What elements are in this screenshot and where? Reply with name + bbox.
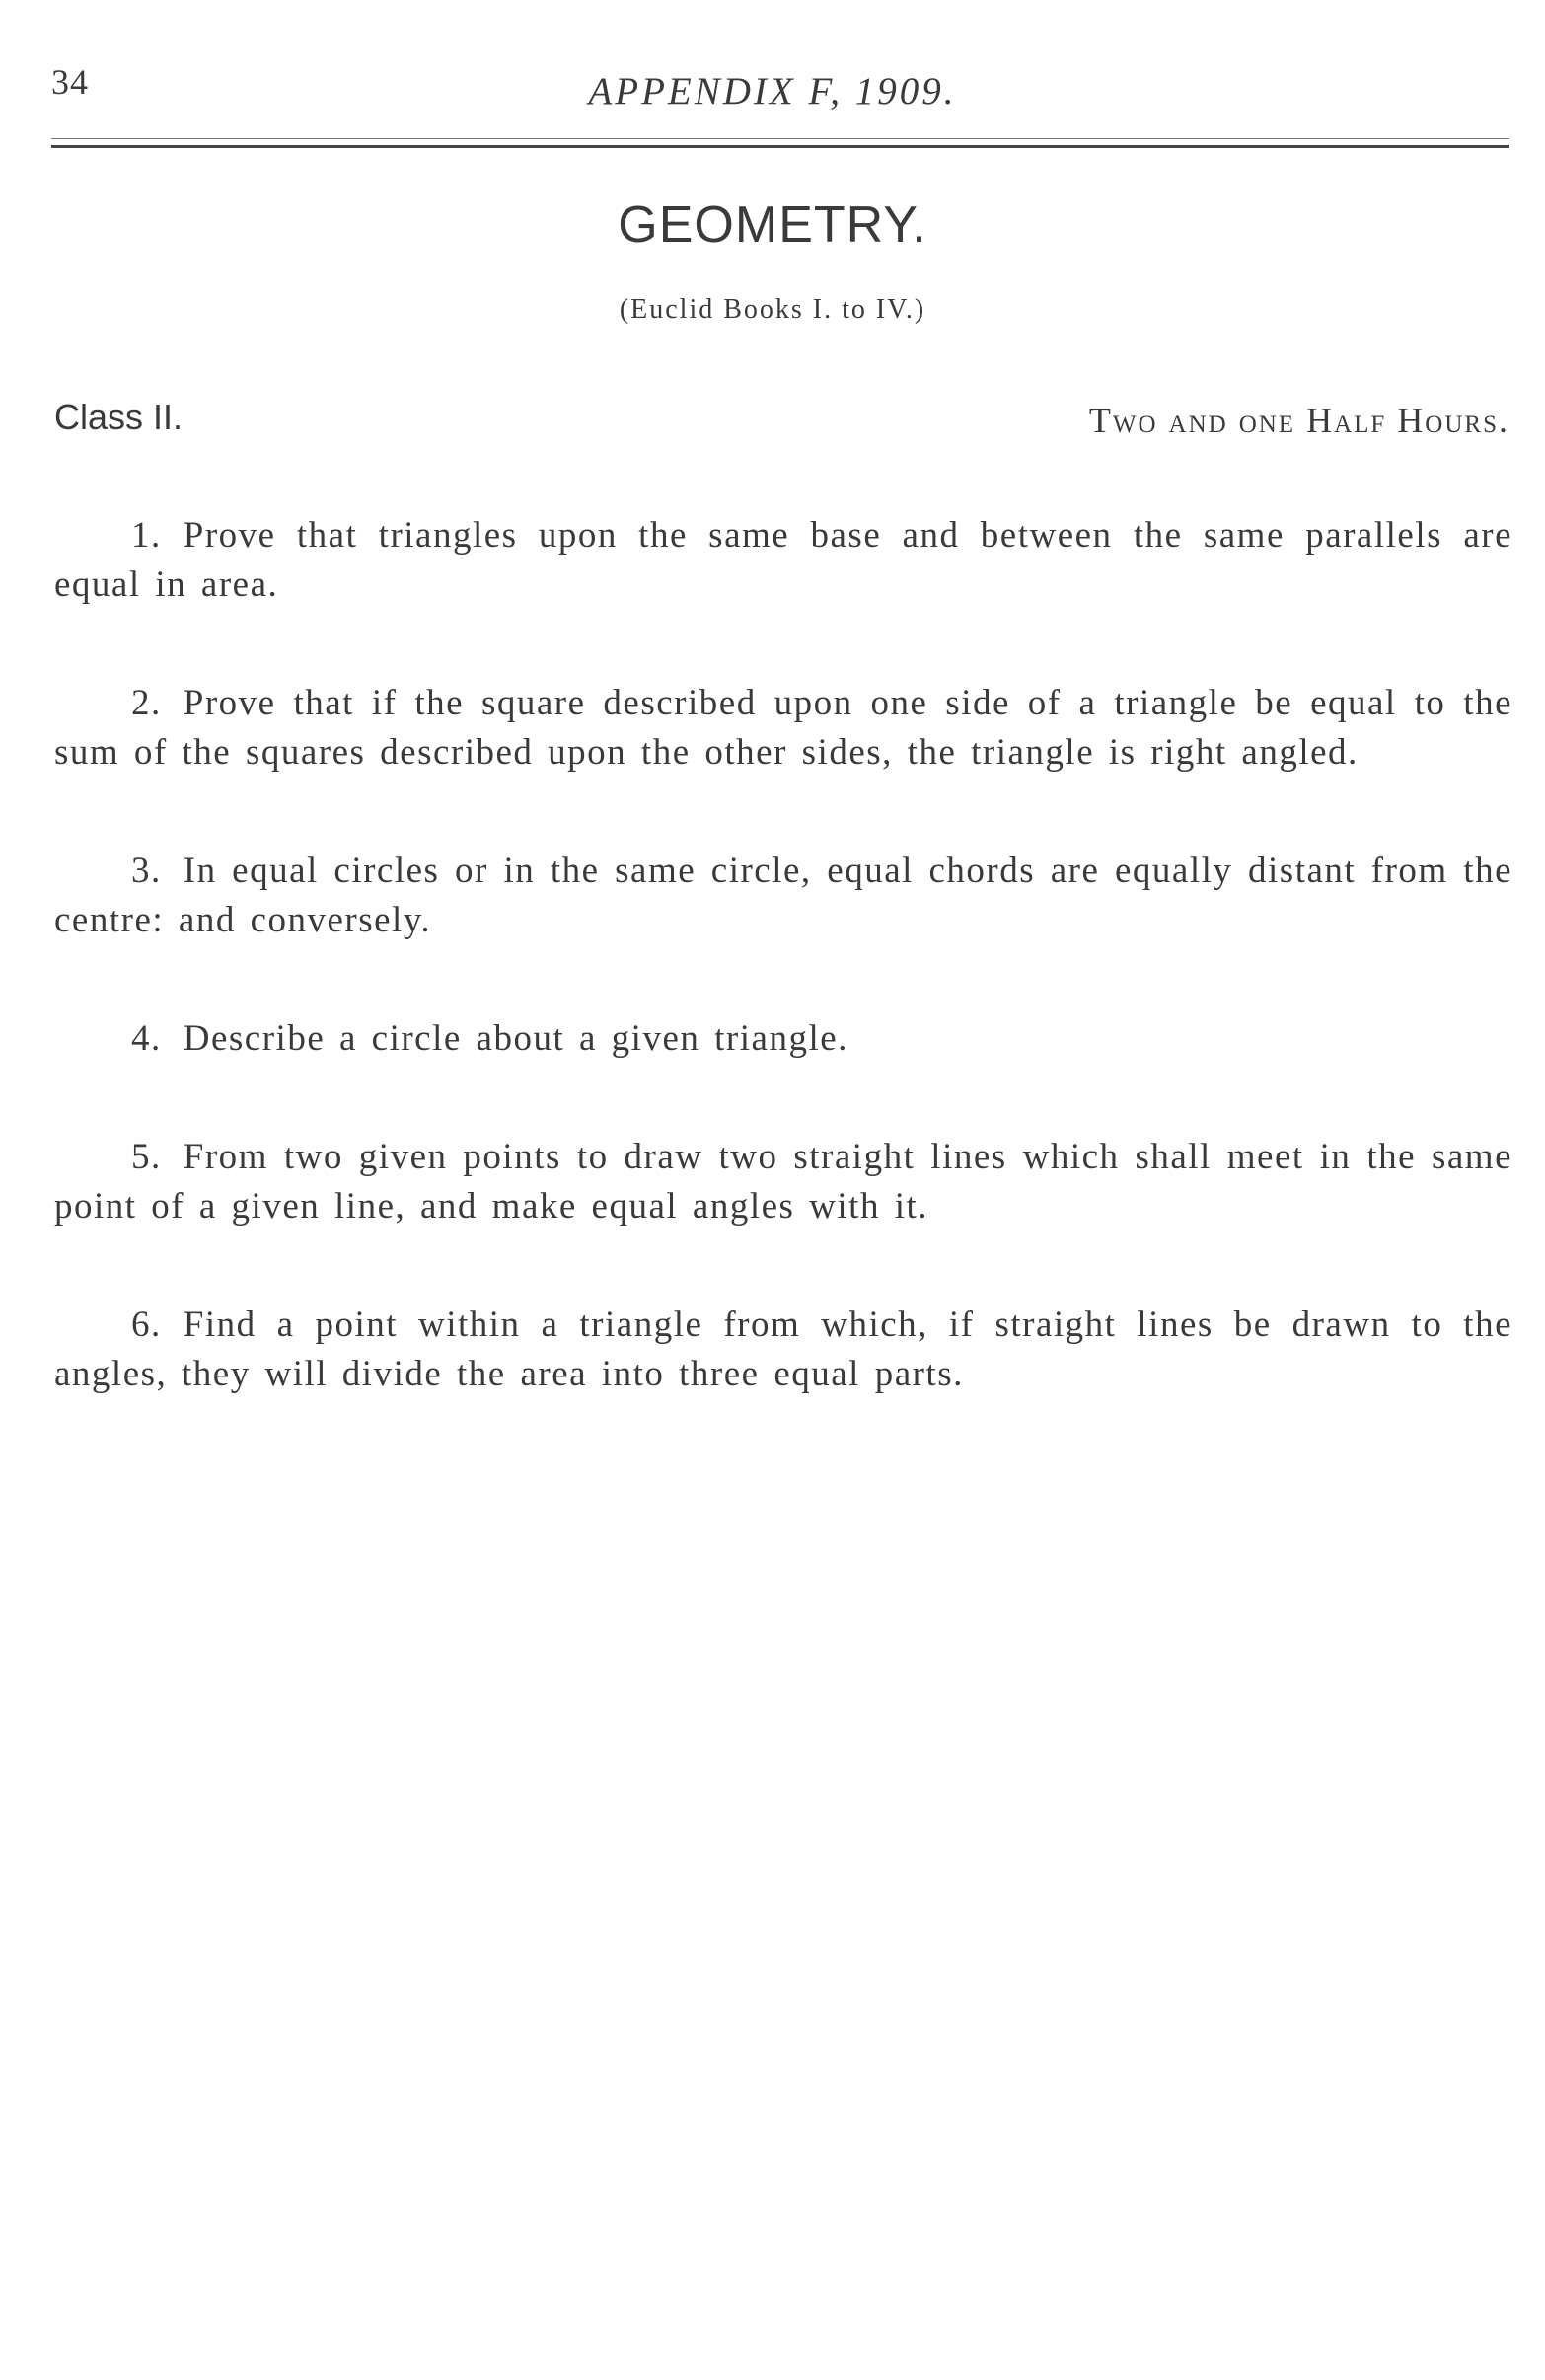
question-number: 2.: [131, 683, 162, 723]
page-number: 34: [51, 62, 89, 102]
question-number: 4.: [131, 1018, 162, 1059]
question-list: [54, 511, 1512, 1468]
header-rule-thick: [51, 145, 1509, 148]
header-rule-thin: [51, 138, 1509, 139]
question-item: [54, 1301, 1512, 1399]
question-item: [54, 511, 1512, 610]
question-number: 3.: [131, 851, 162, 891]
question-item: [54, 847, 1512, 945]
question-text: Prove that if the square described upon one side of a triangle be equal to the sum of the squares described upon the other sides, the triangle is right angled.: [54, 683, 1512, 773]
question-item: [54, 679, 1512, 778]
page-subtitle: (Euclid Books I. to IV.): [619, 294, 926, 325]
question-text: Describe a circle about a given triangle.: [183, 1018, 848, 1059]
question-number: 1.: [131, 515, 162, 556]
question-item: [54, 1014, 1512, 1064]
page-title: GEOMETRY.: [618, 196, 927, 254]
question-number: 5.: [131, 1137, 162, 1177]
question-item: [54, 1133, 1512, 1231]
exam-duration: Two and one Half Hours.: [1088, 401, 1509, 440]
question-text: Find a point within a triangle from which, if straight lines be drawn to the angles, they will divide the area into three equal parts.: [54, 1304, 1512, 1394]
question-text: Prove that triangles upon the same base and between the same parallels are equal in area.: [54, 515, 1512, 605]
running-head: APPENDIX F, 1909.: [588, 70, 957, 112]
question-text: From two given points to draw two straight lines which shall meet in the same point of a given line, and make equal angles with it.: [54, 1137, 1512, 1227]
class-label: Class II.: [54, 397, 184, 437]
question-number: 6.: [131, 1304, 162, 1345]
question-text: In equal circles or in the same circle, equal chords are equally distant from the centre: and conversely.: [54, 851, 1512, 940]
